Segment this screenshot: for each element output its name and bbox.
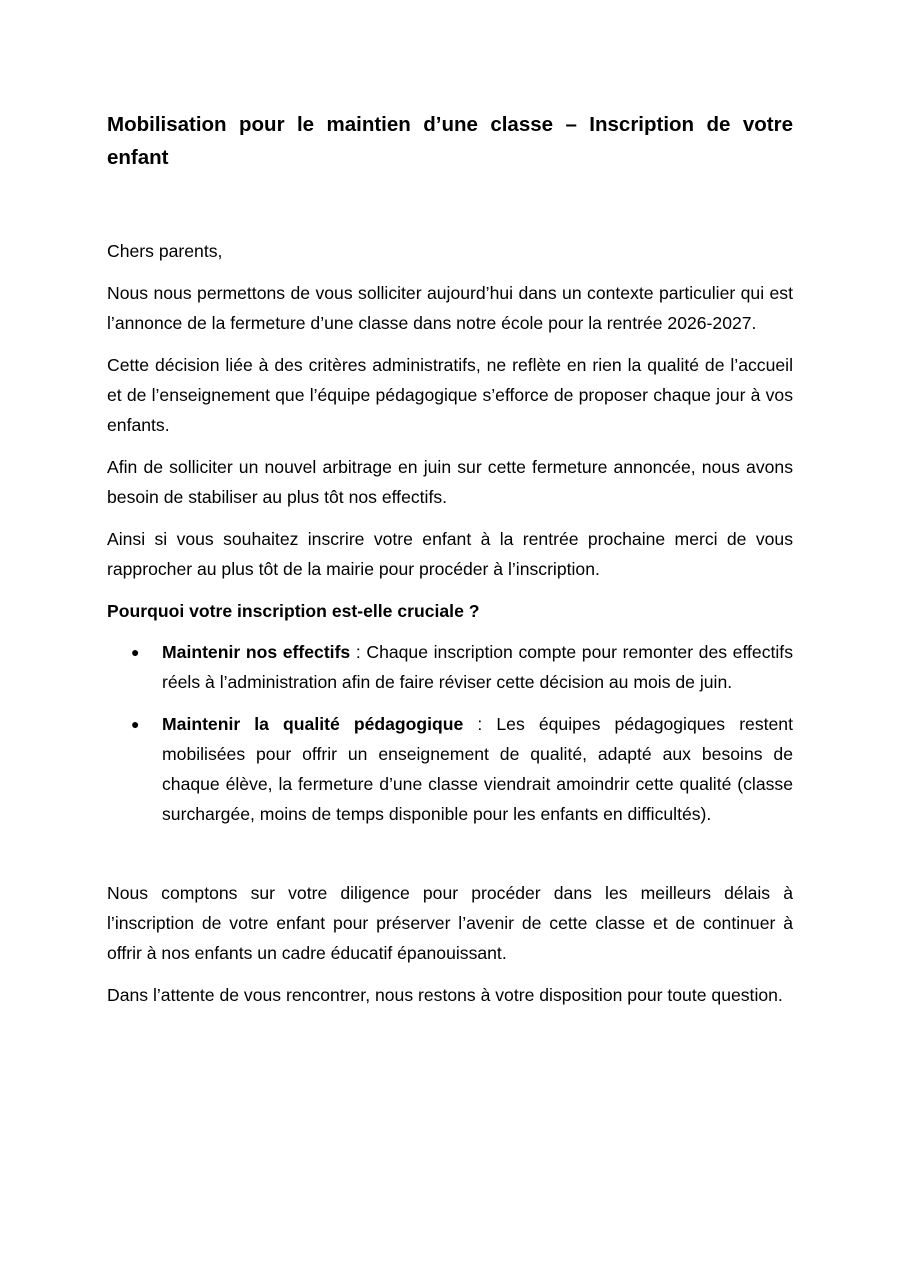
paragraph-registration-request: Ainsi si vous souhaitez inscrire votre enfant à la rentrée prochaine merci de vous rapprocher au plus tôt de la mairie pour procéder à l’inscription. — [107, 529, 793, 579]
paragraph-closing: Nous comptons sur votre diligence pour procéder dans les meilleurs délais à l’inscription de votre enfant pour préserver l’avenir de cette classe et de continuer à offrir à nos enfants un cadre éducatif épanouissant. — [107, 883, 793, 963]
bullet-icon: ● — [131, 716, 140, 732]
document-page — [107, 108, 793, 1010]
bullet-lead: Maintenir nos effectifs — [162, 642, 351, 662]
paragraph-decision: Cette décision liée à des critères administratifs, ne reflète en rien la qualité de l’accueil et de l’enseignement que l’équipe pédagogique s’efforce de proposer chaque jour à vos enfants. — [107, 355, 793, 435]
section-heading: Pourquoi votre inscription est-elle cruciale ? — [107, 601, 480, 621]
bullet-text: : Chaque inscription compte pour remonter des effectifs réels à l’administration afin de faire réviser cette décision au mois de juin. — [162, 642, 793, 692]
bullet-list — [107, 637, 793, 829]
paragraph-availability: Dans l’attente de vous rencontrer, nous restons à votre disposition pour toute question. — [107, 985, 783, 1005]
bullet-icon: ● — [131, 644, 140, 660]
paragraph-arbitration: Afin de solliciter un nouvel arbitrage en juin sur cette fermeture annoncée, nous avons besoin de stabiliser au plus tôt nos effectifs. — [107, 457, 793, 507]
bullet-text: : Les équipes pédagogiques restent mobilisées pour offrir un enseignement de qualité, adapté aux besoins de chaque élève, la fermeture d’une classe viendrait amoindrir cette qualité (classe surchargée, moins de temps disponible pour les enfants en difficultés). — [162, 714, 793, 824]
greeting: Chers parents, — [107, 241, 223, 261]
paragraph-context: Nous nous permettons de vous solliciter aujourd’hui dans un contexte particulier qui est l’annonce de la fermeture d’une classe dans notre école pour la rentrée 2026-2027. — [107, 283, 793, 333]
list-item — [107, 709, 793, 829]
list-item — [107, 637, 793, 697]
bullet-lead: Maintenir la qualité pédagogique — [162, 714, 464, 734]
document-title: Mobilisation pour le maintien d’une classe – Inscription de votre enfant — [107, 113, 793, 169]
